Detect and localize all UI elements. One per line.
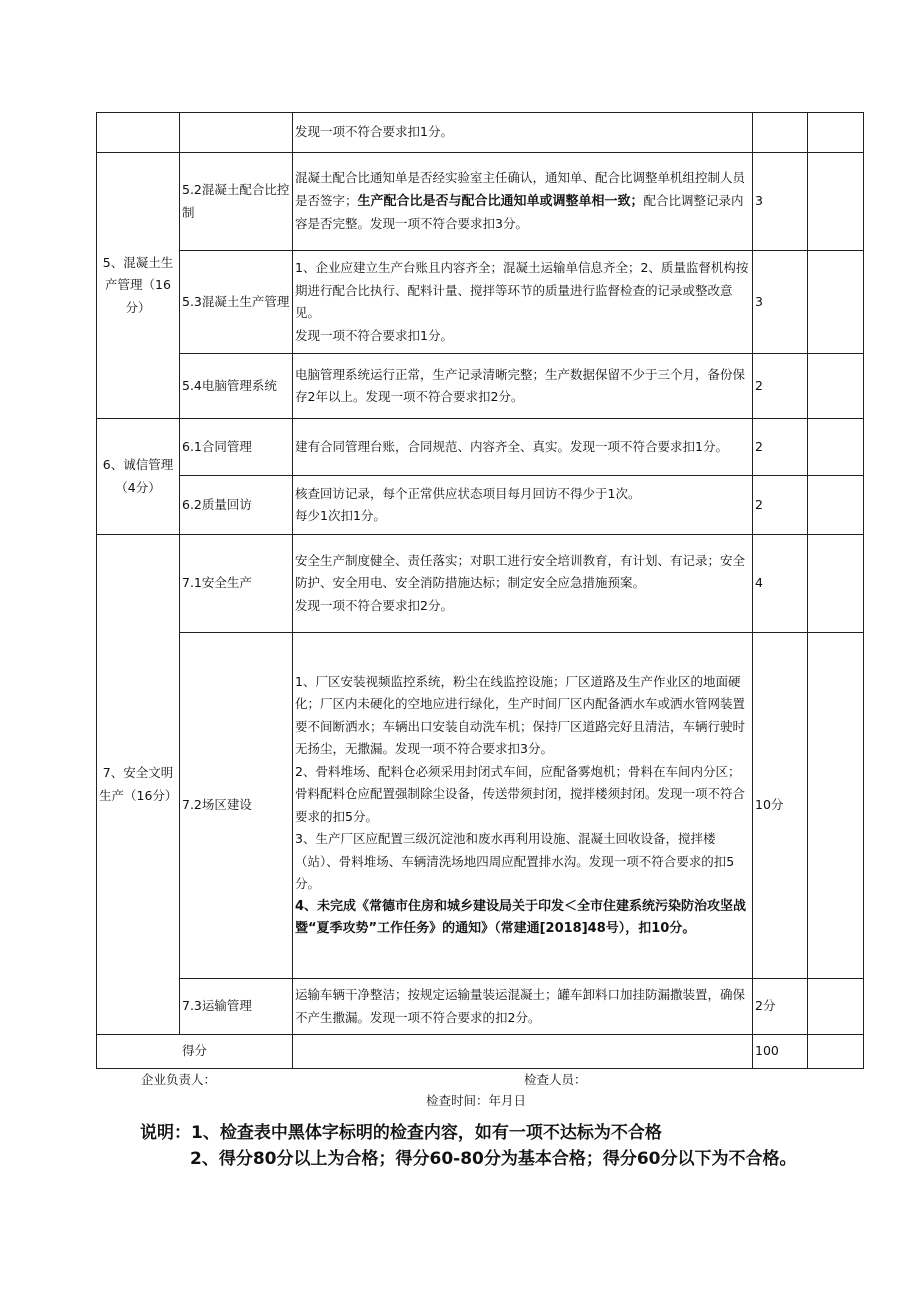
subitem-6-2: 6.2质量回访 [180, 476, 293, 535]
criteria-text: 混凝土配合比通知单是否经实验室主任确认，通知单、配合比调整单机组控制人员是否签字； [295, 170, 746, 208]
actual-score-cell [808, 535, 864, 633]
actual-score-cell [808, 419, 864, 476]
criteria-text: 每少1次扣1分。 [295, 508, 386, 523]
total-label: 得分 [97, 1035, 293, 1069]
criteria-5-2 [293, 153, 753, 251]
total-actual-score [808, 1035, 864, 1069]
actual-score-cell [808, 354, 864, 419]
inspection-table [96, 112, 864, 1069]
table-row [97, 535, 864, 633]
total-standard-score: 100 [753, 1035, 808, 1069]
subitem-5-3: 5.3混凝土生产管理 [180, 251, 293, 354]
criteria-text: 发现一项不符合要求扣2分。 [295, 597, 453, 613]
subitem-7-1: 7.1安全生产 [180, 535, 293, 633]
table-row [97, 153, 864, 251]
actual-score-cell [808, 476, 864, 535]
criteria-6-1: 建有合同管理台账，合同规范、内容齐全、真实。发现一项不符合要求扣1分。 [293, 419, 753, 476]
subitem-6-1: 6.1合同管理 [180, 419, 293, 476]
criteria-text: 发现一项不符合要求扣1分。 [295, 327, 453, 343]
key-criteria-text: 生产配合比是否与配合比通知单或调整单相一致； [357, 193, 644, 209]
category-cell [97, 113, 180, 153]
table-row [97, 979, 864, 1035]
subitem-7-3: 7.3运输管理 [180, 979, 293, 1035]
standard-score-cell [753, 113, 808, 153]
criteria-5-4: 电脑管理系统运行正常，生产记录清晰完整；生产数据保留不少于三个月，备份保存2年以上。发现一项不符合要求扣2分。 [293, 354, 753, 419]
table-row [97, 354, 864, 419]
table-row [97, 476, 864, 535]
criteria-5-3 [293, 251, 753, 354]
table-row [97, 251, 864, 354]
subitem-5-2: 5.2混凝土配合比控制 [180, 153, 293, 251]
standard-score-5-4: 2 [753, 354, 808, 419]
criteria-text: 核查回访记录，每个正常供应状态项目每月回访不得少于1次。 [295, 485, 641, 501]
inspection-time-label: 检查时间：年月日 [426, 1093, 527, 1108]
category-7-label: 7、安全文明生产（16分） [97, 535, 180, 1035]
table-row [97, 113, 864, 153]
subitem-7-2: 7.2场区建设 [180, 633, 293, 979]
criteria-6-2 [293, 476, 753, 535]
standard-score-5-2: 3 [753, 153, 808, 251]
criteria-text: 配合比调整记录内容是否完整。发现一项不符合要求扣3分。 [295, 192, 744, 232]
standard-score-5-3: 3 [753, 251, 808, 354]
note-line-1: 说明：1、检查表中黑体字标明的检查内容，如有一项不达标为不合格 [140, 1123, 662, 1143]
criteria-cell: 发现一项不符合要求扣1分。 [293, 113, 753, 153]
key-criteria-text: 4、未完成《常德市住房和城乡建设局关于印发＜全市住建系统污染防治攻坚战暨“夏季攻势”工作任务》的通知》（常建通[2018]48号），扣10分。 [295, 898, 747, 936]
table-row [97, 633, 864, 979]
subitem-cell [180, 113, 293, 153]
table-row [97, 1035, 864, 1069]
standard-score-6-1: 2 [753, 419, 808, 476]
criteria-text: 1、企业应建立生产台账且内容齐全；混凝土运输单信息齐全；2、质量监督机构按期进行配合比执行、配料计量、搅拌等环节的质量进行监督检查的记录或整改意见。 [295, 260, 749, 320]
criteria-text: 安全生产制度健全、责任落实；对职工进行安全培训教育，有计划、有记录；安全防护、安全用电、安全消防措施达标；制定安全应急措施预案。 [295, 552, 746, 591]
standard-score-7-3: 2分 [753, 979, 808, 1035]
actual-score-cell [808, 113, 864, 153]
category-5-label: 5、混凝土生产管理（16分） [97, 153, 180, 419]
criteria-7-3: 运输车辆干净整洁；按规定运输量装运混凝土；罐车卸料口加挂防漏撒装置，确保不产生撒漏。发现一项不符合要求的扣2分。 [293, 979, 753, 1035]
note-line-2: 2、得分80分以上为合格；得分60-80分为基本合格；得分60分以下为不合格。 [190, 1149, 797, 1169]
category-6-label: 6、诚信管理（4分） [97, 419, 180, 535]
criteria-7-1 [293, 535, 753, 633]
subitem-5-4: 5.4电脑管理系统 [180, 354, 293, 419]
criteria-text: 3、生产厂区应配置三级沉淀池和废水再利用设施、混凝土回收设备，搅拌楼（站）、骨料堆场、车辆清洗场地四周应配置排水沟。发现一项不符合要求的扣5分。 [295, 831, 735, 891]
actual-score-cell [808, 153, 864, 251]
criteria-7-2 [293, 633, 753, 979]
total-blank-cell [293, 1035, 753, 1069]
criteria-text: 2、骨料堆场、配料仓必须采用封闭式车间，应配备雾炮机；骨料在车间内分区；骨料配料仓应配置强制除尘设备，传送带须封闭，搅拌楼须封闭。发现一项不符合要求的扣5分。 [295, 763, 746, 824]
standard-score-7-2: 10分 [753, 633, 808, 979]
table-row [97, 419, 864, 476]
standard-score-6-2: 2 [753, 476, 808, 535]
actual-score-cell [808, 633, 864, 979]
inspector-signature-label: 检查人员： [524, 1072, 587, 1087]
actual-score-cell [808, 979, 864, 1035]
standard-score-7-1: 4 [753, 535, 808, 633]
leader-signature-label: 企业负责人： [141, 1072, 217, 1087]
actual-score-cell [808, 251, 864, 354]
criteria-text: 1、厂区安装视频监控系统，粉尘在线监控设施；厂区道路及生产作业区的地面硬化；厂区内未硬化的空地应进行绿化，生产时间厂区内配备洒水车或洒水管网装置要不间断洒水；车辆出口安装自动洗车机；保持厂区道路完好且清洁，车辆行驶时无扬尘，无撒漏。发现一项不符合要求扣3分。 [295, 673, 746, 756]
